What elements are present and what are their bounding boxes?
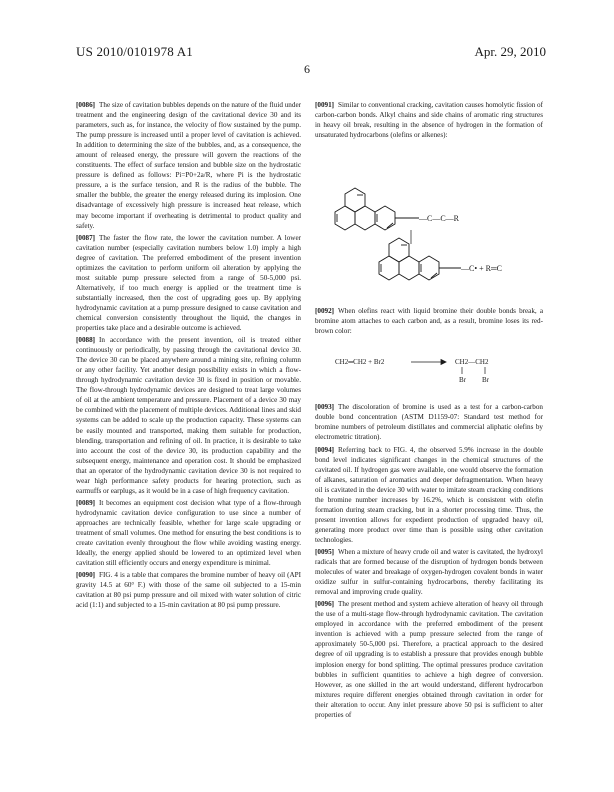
product-label: CH2—CH2 — [455, 358, 489, 367]
paragraph-text: The faster the flow rate, the lower the cavitation number. A lower cavitation number (especially cavitation numbers below 1.0) imply a high degree of cavitation. The preferred embodiment of the present invention optimizes the cavitation to perform uniform oil alteration by applying the most suitable pump pressure selected from a range of 50-5,000 psi. Alternatively, if too much energy is applied or the treatment time is substantially increased, then the cost of upgrading goes up. By applying hydrodynamic cavitation at a pump pressure designed to cause cavitation and chemical conversion consistently throughout the liquid, the changes in properties take place and a desirable outcome is achieved. — [76, 233, 301, 333]
paragraph-text: The discoloration of bromine is used as a test for a carbon-carbon double bond concentration (ASTM D1159-07: Standard test method for bromine numbers of petroleum distillates and commercial aliphatic olefins by electrometric titration). — [315, 403, 543, 442]
paragraph-0090 — [76, 570, 301, 610]
paragraph-text: When a mixture of heavy crude oil and water is cavitated, the hydroxyl radicals that are formed because of the disruption of hydrogen bonds between molecules of water and breakage of oxygen-hydrogen covalent bonds in water oxidize sulfur in sulfur-containing hydrocarbons, thereby facilitating its removal and improving crude quality. — [315, 547, 543, 597]
bromination-reaction-figure — [315, 340, 543, 392]
paragraph-text: The present method and system achieve alteration of heavy oil through the use of a multi-stage flow-through hydrodynamic cavitation. The cavitation employed in accordance with the preferred embodiment of the present invention is achieved with a pump pressure selected from the range of approximately 50-5,000 psi. Therefore, a practical approach to the desired degree of oil upgrading is to establish a pressure that provides enough bubble implosion energy for bond splitting. The optimal pressures produce cavitation bubbles in sufficient quantities to achieve a high degree of conversion. However, as one skilled in the art would understand, different hydrocarbon mixtures require different energies obtained through cavitation in order for their alteration to occur. Any inlet pressure above 50 psi is sufficient to alter properties of — [315, 600, 543, 719]
paragraph-text: When olefins react with liquid bromine their double bonds break, a bromine atom attaches to each carbon and, as a result, bromine loses its red-brown color: — [315, 307, 543, 336]
reactants-label: CH2═CH2 + Br2 — [335, 358, 385, 367]
paragraph-number: [0090] — [76, 571, 96, 580]
bromine-atom-2: Br — [482, 376, 489, 385]
paragraph-0093 — [315, 402, 543, 442]
paragraph-number: [0086] — [76, 101, 96, 109]
paragraph-number: [0088] — [76, 336, 96, 345]
chain-label: —C—C—R — [419, 214, 460, 224]
left-column — [76, 100, 301, 610]
bromine-atom-1: Br — [459, 376, 466, 385]
radical-products-label: —C• + R═C — [461, 264, 502, 274]
publication-date: Apr. 29, 2010 — [474, 44, 546, 59]
paragraph-number: [0093] — [315, 403, 335, 412]
paragraph-0096 — [315, 599, 543, 720]
upper-aromatic-ring-structure — [335, 188, 395, 230]
homolytic-fission-figure — [315, 144, 543, 304]
paragraph-0087 — [76, 233, 301, 333]
paragraph-0091 — [315, 100, 543, 140]
paragraph-text: It becomes an equipment cost decision what type of a flow-through hydrodynamic cavitation device configuration to use since a number of approaches are technically feasible, whether for large scale upgrading or treatment of small volumes. One method for ensuring the best conditions is to create cavitation evenly throughout the flow while avoiding wasting energy. Ideally, the energy applied should be lowered to an optimized level when cavitation still efficiently occurs and energy expenditure is minimal. — [76, 498, 301, 568]
paragraph-number: [0092] — [315, 307, 335, 316]
paragraph-0089 — [76, 498, 301, 568]
page-number: 6 — [304, 62, 310, 76]
paragraph-text: The size of cavitation bubbles depends on the nature of the fluid under treatment and the engineering design of the cavitational device 30 and its parameters, such as, for instance, the velocity of flow sustained by the pump. The pump pressure is increased until a proper level of cavitation is achieved. In addition to determining the size of the bubbles, and, as a consequence, the amount of released energy, the pressure will govern the reactions of the constituents. The effect of surface tension and bubble size on the hydrostatic pressure is defined as follows: Pi=P0+2a/R, where Pi is the hydrostatic pressure, a is the surface tension, and R is the radius of the bubble. The smaller the bubble, the greater the energy released during its implosion. One disadvantage of excessively high pressure is increased heat release, which may become important if overheating is detrimental to product quality and safety. — [76, 101, 301, 230]
lower-aromatic-ring-structure — [379, 238, 439, 280]
paragraph-0095 — [315, 547, 543, 597]
paragraph-number: [0095] — [315, 547, 335, 556]
paragraph-number: [0089] — [76, 498, 96, 507]
paragraph-0086 — [76, 100, 301, 231]
paragraph-0092 — [315, 306, 543, 336]
paragraph-number: [0087] — [76, 233, 96, 242]
paragraph-0094 — [315, 445, 543, 545]
paragraph-text: In accordance with the present invention, oil is treated either continuously or periodically, by passing through the cavitational device 30. The device 30 can be placed anywhere around a mining site, refining column or any other facility. Yet another design possibility exists in which a flow-through hydrodynamic cavitation device 30 is fixed in position or movable. The flow-through hydrodynamic devices are designed to treat large volumes of oil at the ambient temperature and pressure. Placement of a device 30 may be combined with the placement of multiple devices. Additional lines and skid systems can be added to scale up the production capacity. These systems can be easily mounted and transported, making them suitable for production, blending, transportation and refining of oil. In practice, it is desirable to take into account the cost of the device 30, its production capability and the subsequent energy, maintenance and operation cost. It should be emphasized that an operator of the hydrodynamic cavitation device 30 is not required to wear high performance safety products for hearing protection, such as earmuffs or earplugs, as it would be in a case of high frequency cavitation. — [76, 336, 301, 495]
paragraph-number: [0091] — [315, 101, 335, 109]
arrow-head — [441, 360, 446, 365]
publication-number: US 2010/0101978 A1 — [76, 44, 194, 59]
paragraph-0088 — [76, 335, 301, 496]
right-column — [315, 100, 543, 720]
paragraph-text: FIG. 4 is a table that compares the bromine number of heavy oil (API gravity 14.5 at 60° F.) with those of the same oil subjected to a 15-min cavitation at 80 psi pump pressure and oil mixed with water solution of citric acid (1:1) and subjected to a 15-min cavitation at 80 psi pump pressure. — [76, 571, 301, 610]
paragraph-number: [0096] — [315, 600, 335, 609]
paragraph-text: Referring back to FIG. 4, the observed 5.9% increase in the double bond level indicates significant changes in the chemical structures of the cavitated oil. If hydrogen gas were available, one would observe the formation of alkanes, saturation of aromatics and deeper defragmentation. When heavy oil is cavitated in the device 30 with water to imitate steam cracking conditions the bromine number increases by 16.2%, which is consistent with olefin formation during steam cracking, but in a shorter processing time. Thus, the present invention allows for expedient production of upgraded heavy oil, generating more product over time than is possible using other cavitation technologies. — [315, 445, 543, 544]
paragraph-number: [0094] — [315, 445, 335, 454]
paragraph-text: Similar to conventional cracking, cavitation causes homolytic fission of carbon-carbon bonds. Alkyl chains and side chains of aromatic ring structures in heavy oil break, resulting in the absence of hydrogen in the formation of unsaturated hydrocarbons (olefins or alkenes): — [315, 101, 543, 140]
